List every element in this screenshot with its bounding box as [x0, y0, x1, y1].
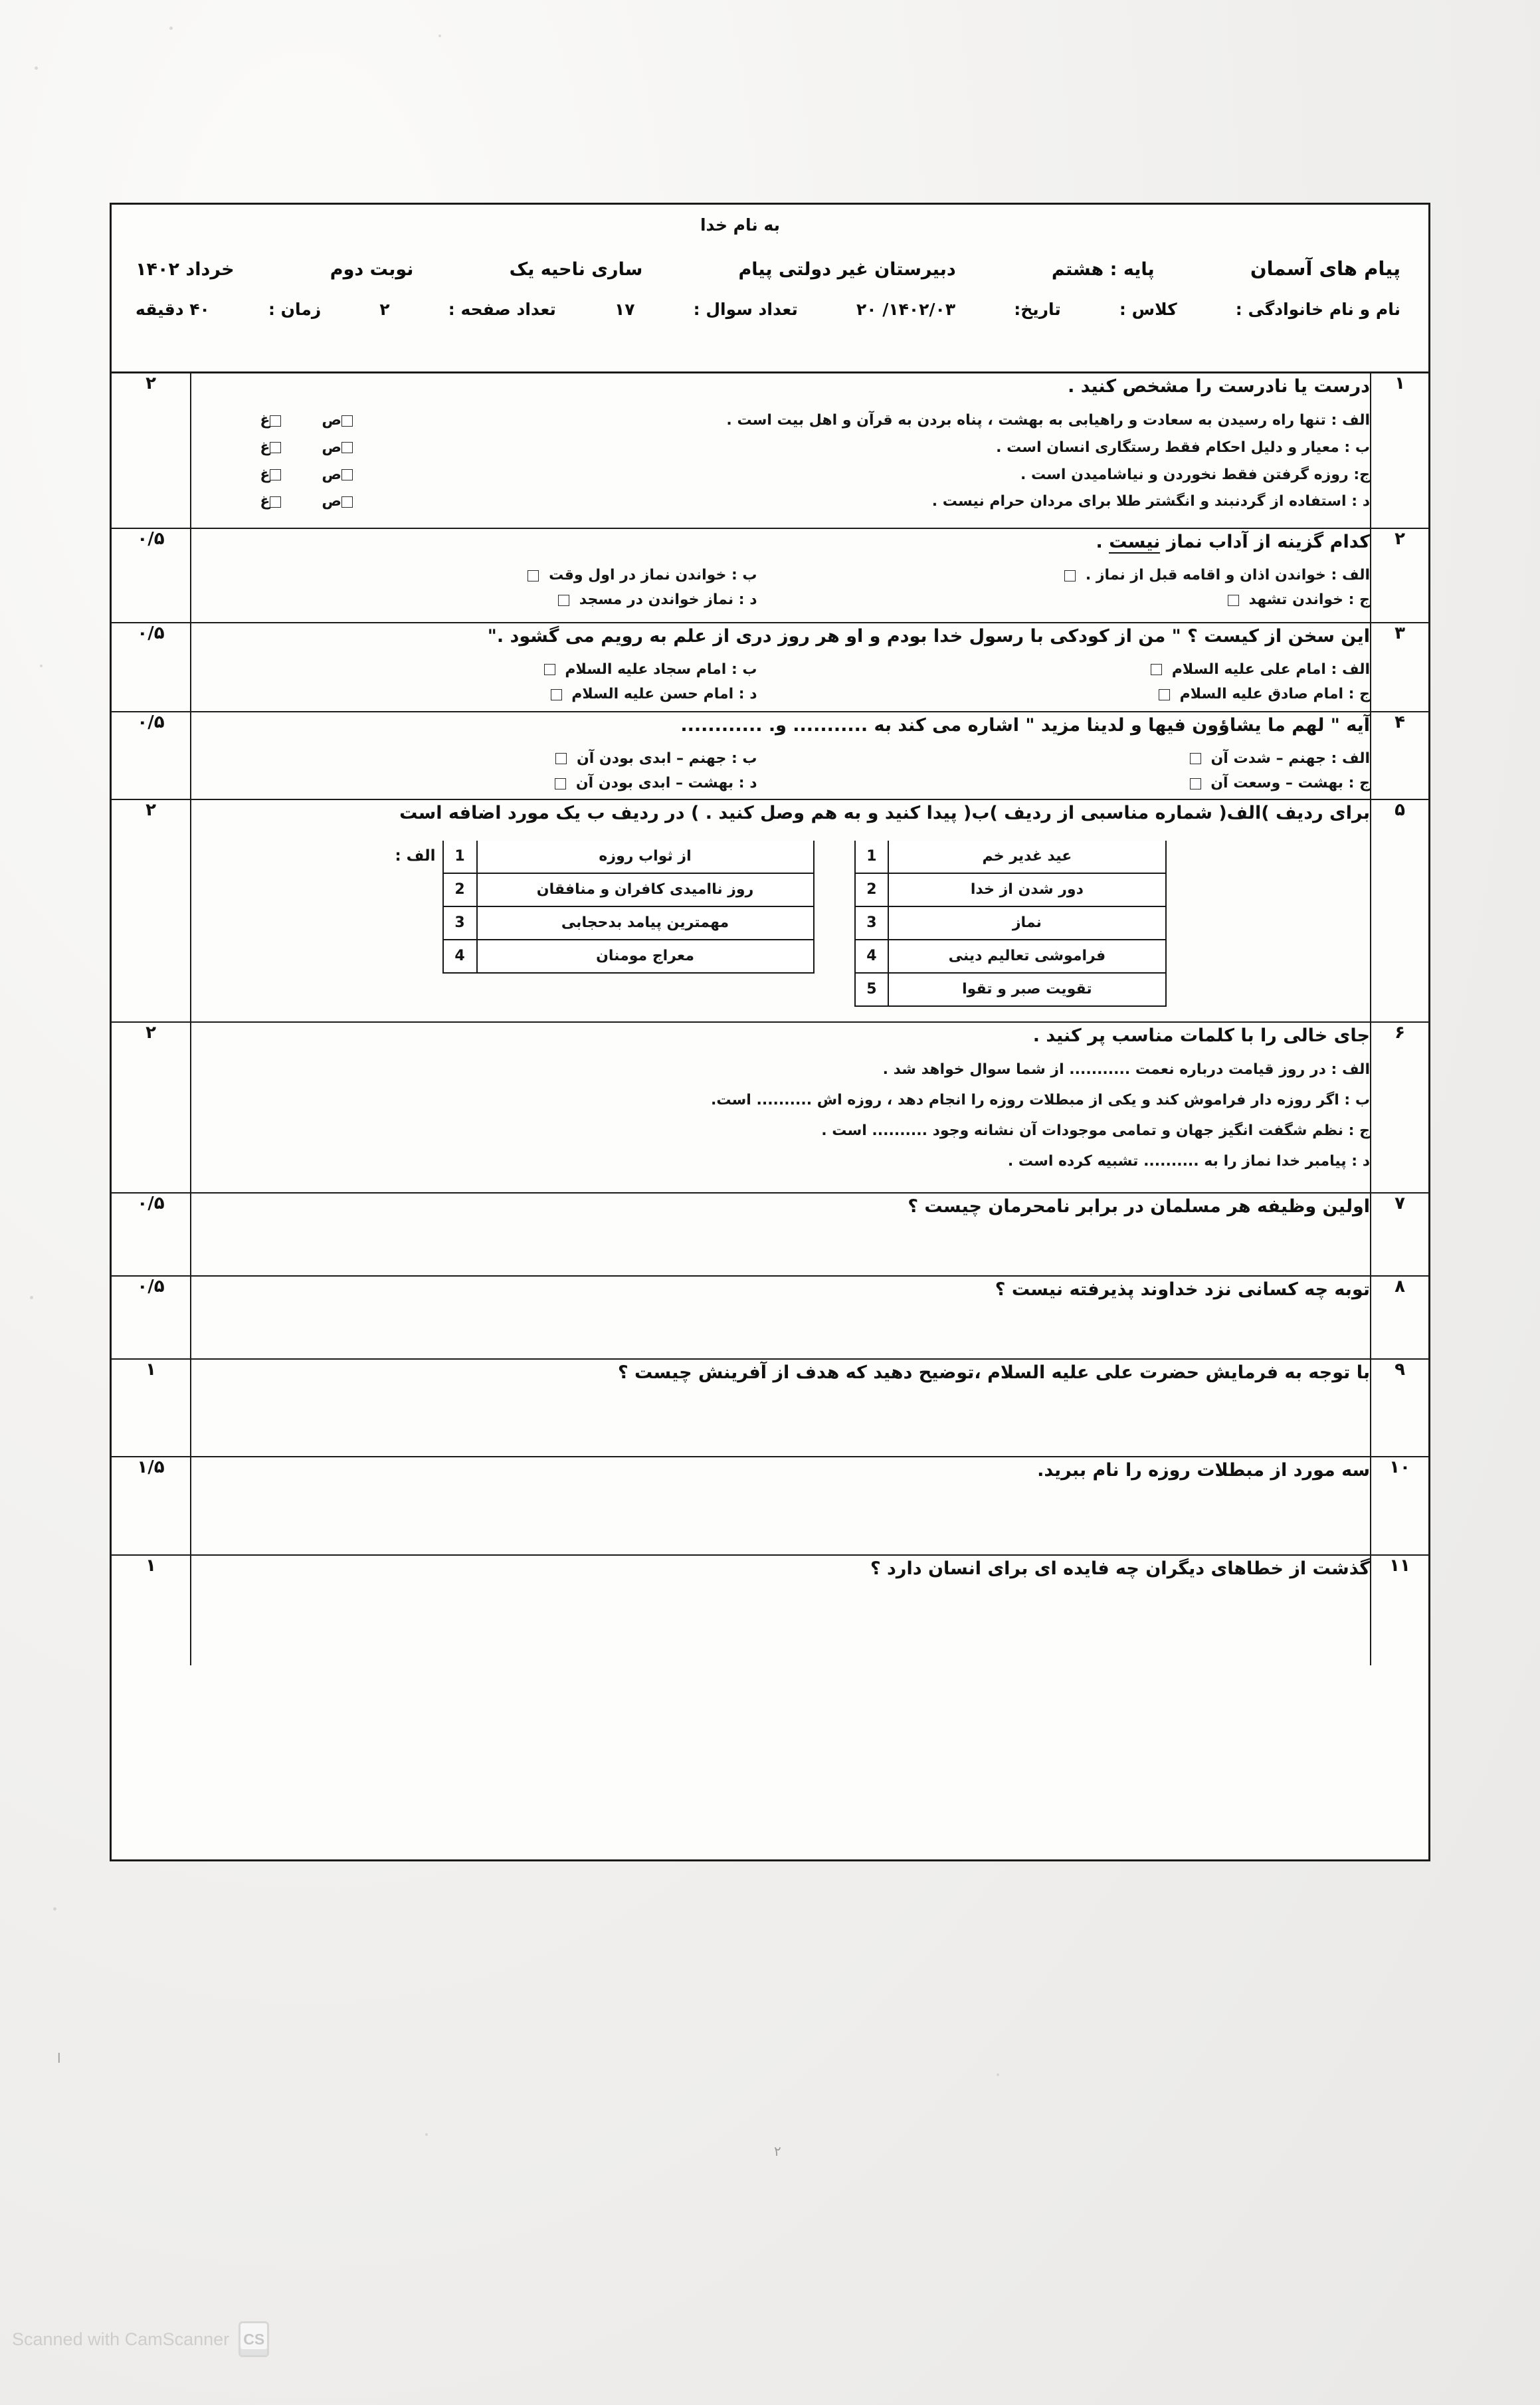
tf-marks	[191, 488, 369, 516]
match-item-text[interactable]: معراج مومنان	[477, 940, 814, 973]
match-item-text[interactable]: فراموشی تعالیم دینی	[888, 940, 1165, 973]
question-score: ۱	[112, 1359, 191, 1457]
question-number: ۴	[1371, 712, 1428, 799]
option-label: د : بهشت – ابدی بودن آن	[575, 775, 757, 792]
header-row-primary	[129, 257, 1411, 280]
option-left[interactable]	[215, 657, 757, 682]
tf-true-label: ص	[322, 493, 341, 510]
question-stem: برای ردیف )الف( شماره مناسبی از ردیف )ب( پیدا کنید و به هم وصل کنید . ) در ردیف ب یک مورد اضافه است	[399, 802, 1370, 823]
checkbox-icon[interactable]	[270, 442, 281, 453]
question-score: ۲	[112, 799, 191, 1022]
tf-false-label: غ	[260, 412, 270, 429]
checkbox-icon[interactable]	[341, 496, 353, 508]
date-value: ۱۴۰۲/۰۳/ ۲۰	[856, 300, 956, 319]
option-label: د : امام حسن علیه السلام	[571, 686, 757, 703]
table-row	[855, 873, 1166, 906]
question-score: ۰/۵	[112, 1193, 191, 1276]
question-number: ۳	[1371, 623, 1428, 712]
header-row-secondary	[129, 300, 1411, 319]
option-label: ب : جهنم – ابدی بودن آن	[576, 750, 757, 767]
answer-space[interactable]	[191, 1223, 1370, 1275]
checkbox-icon[interactable]	[555, 753, 567, 764]
option-label: الف : جهنم – شدت آن	[1210, 750, 1370, 767]
question-number: ۹	[1371, 1359, 1428, 1457]
match-item-index: 4	[443, 940, 477, 973]
table-row	[112, 1193, 1428, 1276]
question-score: ۱	[112, 1555, 191, 1665]
true-false-list	[191, 407, 1370, 516]
match-item-index: 5	[855, 973, 889, 1006]
question-number: ۵	[1371, 799, 1428, 1022]
question-body	[191, 623, 1371, 712]
tf-true-option[interactable]	[322, 462, 357, 489]
checkbox-icon[interactable]	[1190, 778, 1201, 789]
date-label: تاریخ:	[1014, 300, 1061, 319]
checkbox-icon[interactable]	[1228, 595, 1239, 606]
matching-table-b	[854, 841, 1167, 1007]
matching-tables	[229, 841, 1333, 1007]
tf-statement: الف : تنها راه رسیدن به سعادت و راهیابی به بهشت ، پناه بردن به قرآن و اهل بیت است .	[726, 412, 1370, 429]
answer-space[interactable]	[191, 1307, 1370, 1358]
question-stem: سه مورد از مبطلات روزه را نام ببرید.	[1037, 1460, 1370, 1481]
tf-false-label: غ	[260, 439, 270, 456]
option-label: ج : خواندن تشهد	[1248, 591, 1370, 609]
tf-true-label: ص	[322, 439, 341, 456]
question-body	[191, 1555, 1371, 1665]
match-item-index: 4	[855, 940, 889, 973]
tf-statement: ج: روزه گرفتن فقط نخوردن و نیاشامیدن است .	[1020, 466, 1370, 483]
match-item-index: 1	[855, 841, 889, 873]
question-stem: این سخن از کیست ؟ " من از کودکی با رسول خدا بودم و او هر روز دری از علم به رویم می گشود ."	[487, 625, 1370, 647]
tf-marks	[191, 407, 369, 435]
match-item-index: 3	[855, 906, 889, 940]
match-item-text[interactable]: مهمترین پیامد بدحجابی	[477, 906, 814, 940]
checkbox-icon[interactable]	[270, 496, 281, 508]
table-row	[443, 940, 814, 973]
list-item	[191, 771, 1370, 795]
question-body	[191, 712, 1371, 799]
question-stem	[191, 529, 1370, 555]
question-number: ۱۱	[1371, 1555, 1428, 1665]
table-row	[112, 373, 1428, 528]
list-item	[191, 407, 1370, 435]
questions-table	[112, 373, 1428, 1665]
match-item-text[interactable]: روز ناامیدی کافران و منافقان	[477, 873, 814, 906]
option-label: الف : خواندن اذان و اقامه قبل از نماز .	[1085, 567, 1370, 584]
option-list	[191, 746, 1370, 796]
option-left[interactable]	[215, 563, 757, 587]
list-item	[191, 587, 1370, 612]
checkbox-icon[interactable]	[270, 415, 281, 427]
question-number: ۸	[1371, 1276, 1428, 1359]
list-item	[191, 488, 1370, 516]
option-left[interactable]	[215, 682, 757, 706]
question-score: ۰/۵	[112, 1276, 191, 1359]
match-item-text[interactable]: نماز	[888, 906, 1165, 940]
bismillah-text: به نام خدا	[700, 215, 781, 235]
tf-true-option[interactable]	[322, 435, 357, 462]
option-label: ب : خواندن نماز در اول وقت	[549, 567, 757, 584]
checkbox-icon[interactable]	[341, 415, 353, 427]
table-row	[112, 1276, 1428, 1359]
stem-part-1: کدام گزینه از آداب نماز	[1160, 531, 1370, 552]
matching-column-a	[395, 841, 814, 1007]
tf-false-option[interactable]	[260, 462, 286, 489]
list-item	[191, 746, 1370, 771]
list-item[interactable]: الف : در روز قیامت درباره نعمت ........... از شما سوال خواهد شد .	[882, 1061, 1370, 1078]
match-item-index: 1	[443, 841, 477, 873]
match-item-index: 2	[855, 873, 889, 906]
table-row	[443, 906, 814, 940]
exam-header	[112, 205, 1428, 373]
tf-false-option[interactable]	[260, 407, 286, 435]
list-item	[191, 657, 1370, 682]
question-stem: جای خالی را با کلمات مناسب پر کنید .	[1032, 1025, 1370, 1046]
option-right[interactable]	[757, 657, 1370, 682]
camscanner-logo-icon: CS	[239, 2321, 269, 2357]
matching-table-a	[442, 841, 815, 974]
answer-space[interactable]	[191, 1488, 1370, 1554]
tf-false-option[interactable]	[260, 435, 286, 462]
tf-true-label: ص	[322, 466, 341, 483]
month-year: خرداد ۱۴۰۲	[136, 259, 235, 280]
question-score: ۰/۵	[112, 623, 191, 712]
table-row	[112, 623, 1428, 712]
tf-statement: د : استفاده از گردنبند و انگشتر طلا برای مردان حرام نیست .	[931, 493, 1370, 510]
list-item	[191, 462, 1370, 489]
checkbox-icon[interactable]	[555, 778, 566, 789]
question-stem: با توجه به فرمایش حضرت علی علیه السلام ،توضیح دهید که هدف از آفرینش چیست ؟	[617, 1362, 1370, 1384]
question-score: ۰/۵	[112, 712, 191, 799]
question-number: ۶	[1371, 1022, 1428, 1193]
checkbox-icon[interactable]	[270, 469, 281, 480]
option-label: ب : امام سجاد علیه السلام	[565, 661, 757, 678]
checkbox-icon[interactable]	[1064, 570, 1076, 581]
time-value: ۴۰ دقیقه	[136, 300, 210, 319]
region-name: ساری ناحیه یک	[509, 259, 643, 280]
table-row	[443, 873, 814, 906]
matching-column-b	[854, 841, 1167, 1007]
checkbox-icon[interactable]	[1151, 664, 1162, 675]
list-item	[191, 682, 1370, 706]
question-number: ۱	[1371, 373, 1428, 528]
question-body	[191, 1193, 1371, 1276]
time-label: زمان :	[268, 300, 322, 319]
table-row	[112, 799, 1428, 1022]
question-stem: آیه " لهم ما یشاؤون فیها و لدینا مزید " اشاره می کند به ........... و. ............	[680, 714, 1370, 736]
question-body	[191, 1457, 1371, 1554]
tf-statement: ب : معیار و دلیل احکام فقط رستگاری انسان است .	[996, 439, 1370, 456]
answer-space[interactable]	[191, 1586, 1370, 1665]
list-item	[191, 563, 1370, 587]
camscanner-text: Scanned with CamScanner	[12, 2329, 230, 2349]
answer-space[interactable]	[191, 1390, 1370, 1456]
fill-blank-list	[191, 1055, 1370, 1176]
class-label: کلاس :	[1119, 300, 1177, 319]
question-stem: توبه چه کسانی نزد خداوند پذیرفته نیست ؟	[995, 1279, 1370, 1301]
question-count-value: ۱۷	[614, 300, 635, 319]
stem-part-2: .	[1096, 531, 1109, 552]
tf-true-option[interactable]	[322, 407, 357, 435]
option-right[interactable]	[757, 682, 1370, 706]
checkbox-icon[interactable]	[551, 689, 562, 700]
matching-column-a-label: الف :	[395, 847, 436, 865]
tf-false-label: غ	[260, 493, 270, 510]
match-item-text[interactable]: عید غدیر خم	[888, 841, 1165, 873]
option-right[interactable]	[757, 563, 1370, 587]
option-right[interactable]	[757, 746, 1370, 771]
option-left[interactable]	[215, 746, 757, 771]
exam-sheet	[110, 203, 1430, 1861]
question-number: ۷	[1371, 1193, 1428, 1276]
question-score: ۰/۵	[112, 528, 191, 623]
checkbox-icon[interactable]	[528, 570, 539, 581]
checkbox-icon[interactable]	[558, 595, 569, 606]
checkbox-icon[interactable]	[341, 442, 353, 453]
tf-false-label: غ	[260, 466, 270, 483]
table-row	[112, 528, 1428, 623]
table-row	[112, 1457, 1428, 1554]
table-row	[112, 1359, 1428, 1457]
question-stem: درست یا نادرست را مشخص کنید .	[1068, 376, 1370, 397]
student-name-label: نام و نام خانوادگی :	[1235, 300, 1400, 319]
question-number: ۲	[1371, 528, 1428, 623]
list-item[interactable]: ج : نظم شگفت انگیز جهان و تمامی موجودات آن نشانه وجود .......... است .	[821, 1122, 1370, 1139]
match-item-text[interactable]: دور شدن از خدا	[888, 873, 1165, 906]
option-list	[191, 563, 1370, 613]
tf-marks	[191, 435, 369, 462]
question-score: ۲	[112, 1022, 191, 1193]
question-body	[191, 1022, 1371, 1193]
option-list	[191, 657, 1370, 707]
question-score: ۲	[112, 373, 191, 528]
option-label: ج : امام صادق علیه السلام	[1179, 686, 1370, 703]
school-name: دبیرستان غیر دولتی پیام	[738, 259, 956, 280]
tf-true-label: ص	[322, 412, 341, 429]
list-item	[191, 435, 1370, 462]
question-body	[191, 799, 1371, 1022]
checkbox-icon[interactable]	[341, 469, 353, 480]
grade-label: پایه : هشتم	[1051, 259, 1155, 280]
table-row	[112, 1555, 1428, 1665]
table-row	[855, 973, 1166, 1006]
table-row	[855, 940, 1166, 973]
option-label: الف : امام علی علیه السلام	[1171, 661, 1370, 678]
list-item[interactable]: ب : اگر روزه دار فراموش کند و یکی از مبطلات روزه را انجام دهد ، روزه اش .......... است.	[711, 1091, 1370, 1108]
match-item-index: 3	[443, 906, 477, 940]
question-body	[191, 528, 1371, 623]
question-score: ۱/۵	[112, 1457, 191, 1554]
list-item[interactable]: د : پیامبر خدا نماز را به .......... تشبیه کرده است .	[1007, 1152, 1370, 1170]
option-left[interactable]	[215, 587, 757, 612]
option-label: د : نماز خواندن در مسجد	[579, 591, 757, 609]
option-label: ج : بهشت – وسعت آن	[1210, 775, 1370, 792]
subject-title: پیام های آسمان	[1250, 257, 1400, 280]
question-number: ۱۰	[1371, 1457, 1428, 1554]
table-row	[112, 712, 1428, 799]
table-row	[855, 906, 1166, 940]
question-body	[191, 373, 1371, 528]
camscanner-watermark	[12, 2321, 269, 2357]
checkbox-icon[interactable]	[544, 664, 555, 675]
table-row	[112, 1022, 1428, 1193]
page-count-value: ۲	[379, 300, 390, 319]
option-left[interactable]	[215, 771, 757, 795]
option-right[interactable]	[757, 771, 1370, 795]
checkbox-icon[interactable]	[1159, 689, 1170, 700]
table-row	[855, 841, 1166, 873]
question-stem: اولین وظیفه هر مسلمان در برابر نامحرمان چیست ؟	[908, 1196, 1370, 1217]
match-item-text[interactable]: از ثواب روزه	[477, 841, 814, 873]
question-stem: گذشت از خطاهای دیگران چه فایده ای برای انسان دارد ؟	[870, 1558, 1370, 1579]
match-item-text[interactable]: تقویت صبر و تقوا	[888, 973, 1165, 1006]
tf-true-option[interactable]	[322, 488, 357, 516]
table-row	[443, 841, 814, 873]
question-body	[191, 1359, 1371, 1457]
term-label: نوبت دوم	[330, 259, 414, 280]
question-count-label: تعداد سوال :	[693, 300, 798, 319]
checkbox-icon[interactable]	[1190, 753, 1201, 764]
page-count-label: تعداد صفحه :	[448, 300, 556, 319]
stem-underlined: نیست	[1109, 531, 1161, 552]
option-right[interactable]	[757, 587, 1370, 612]
match-item-index: 2	[443, 873, 477, 906]
question-body	[191, 1276, 1371, 1359]
tf-false-option[interactable]	[260, 488, 286, 516]
tf-marks	[191, 462, 369, 489]
